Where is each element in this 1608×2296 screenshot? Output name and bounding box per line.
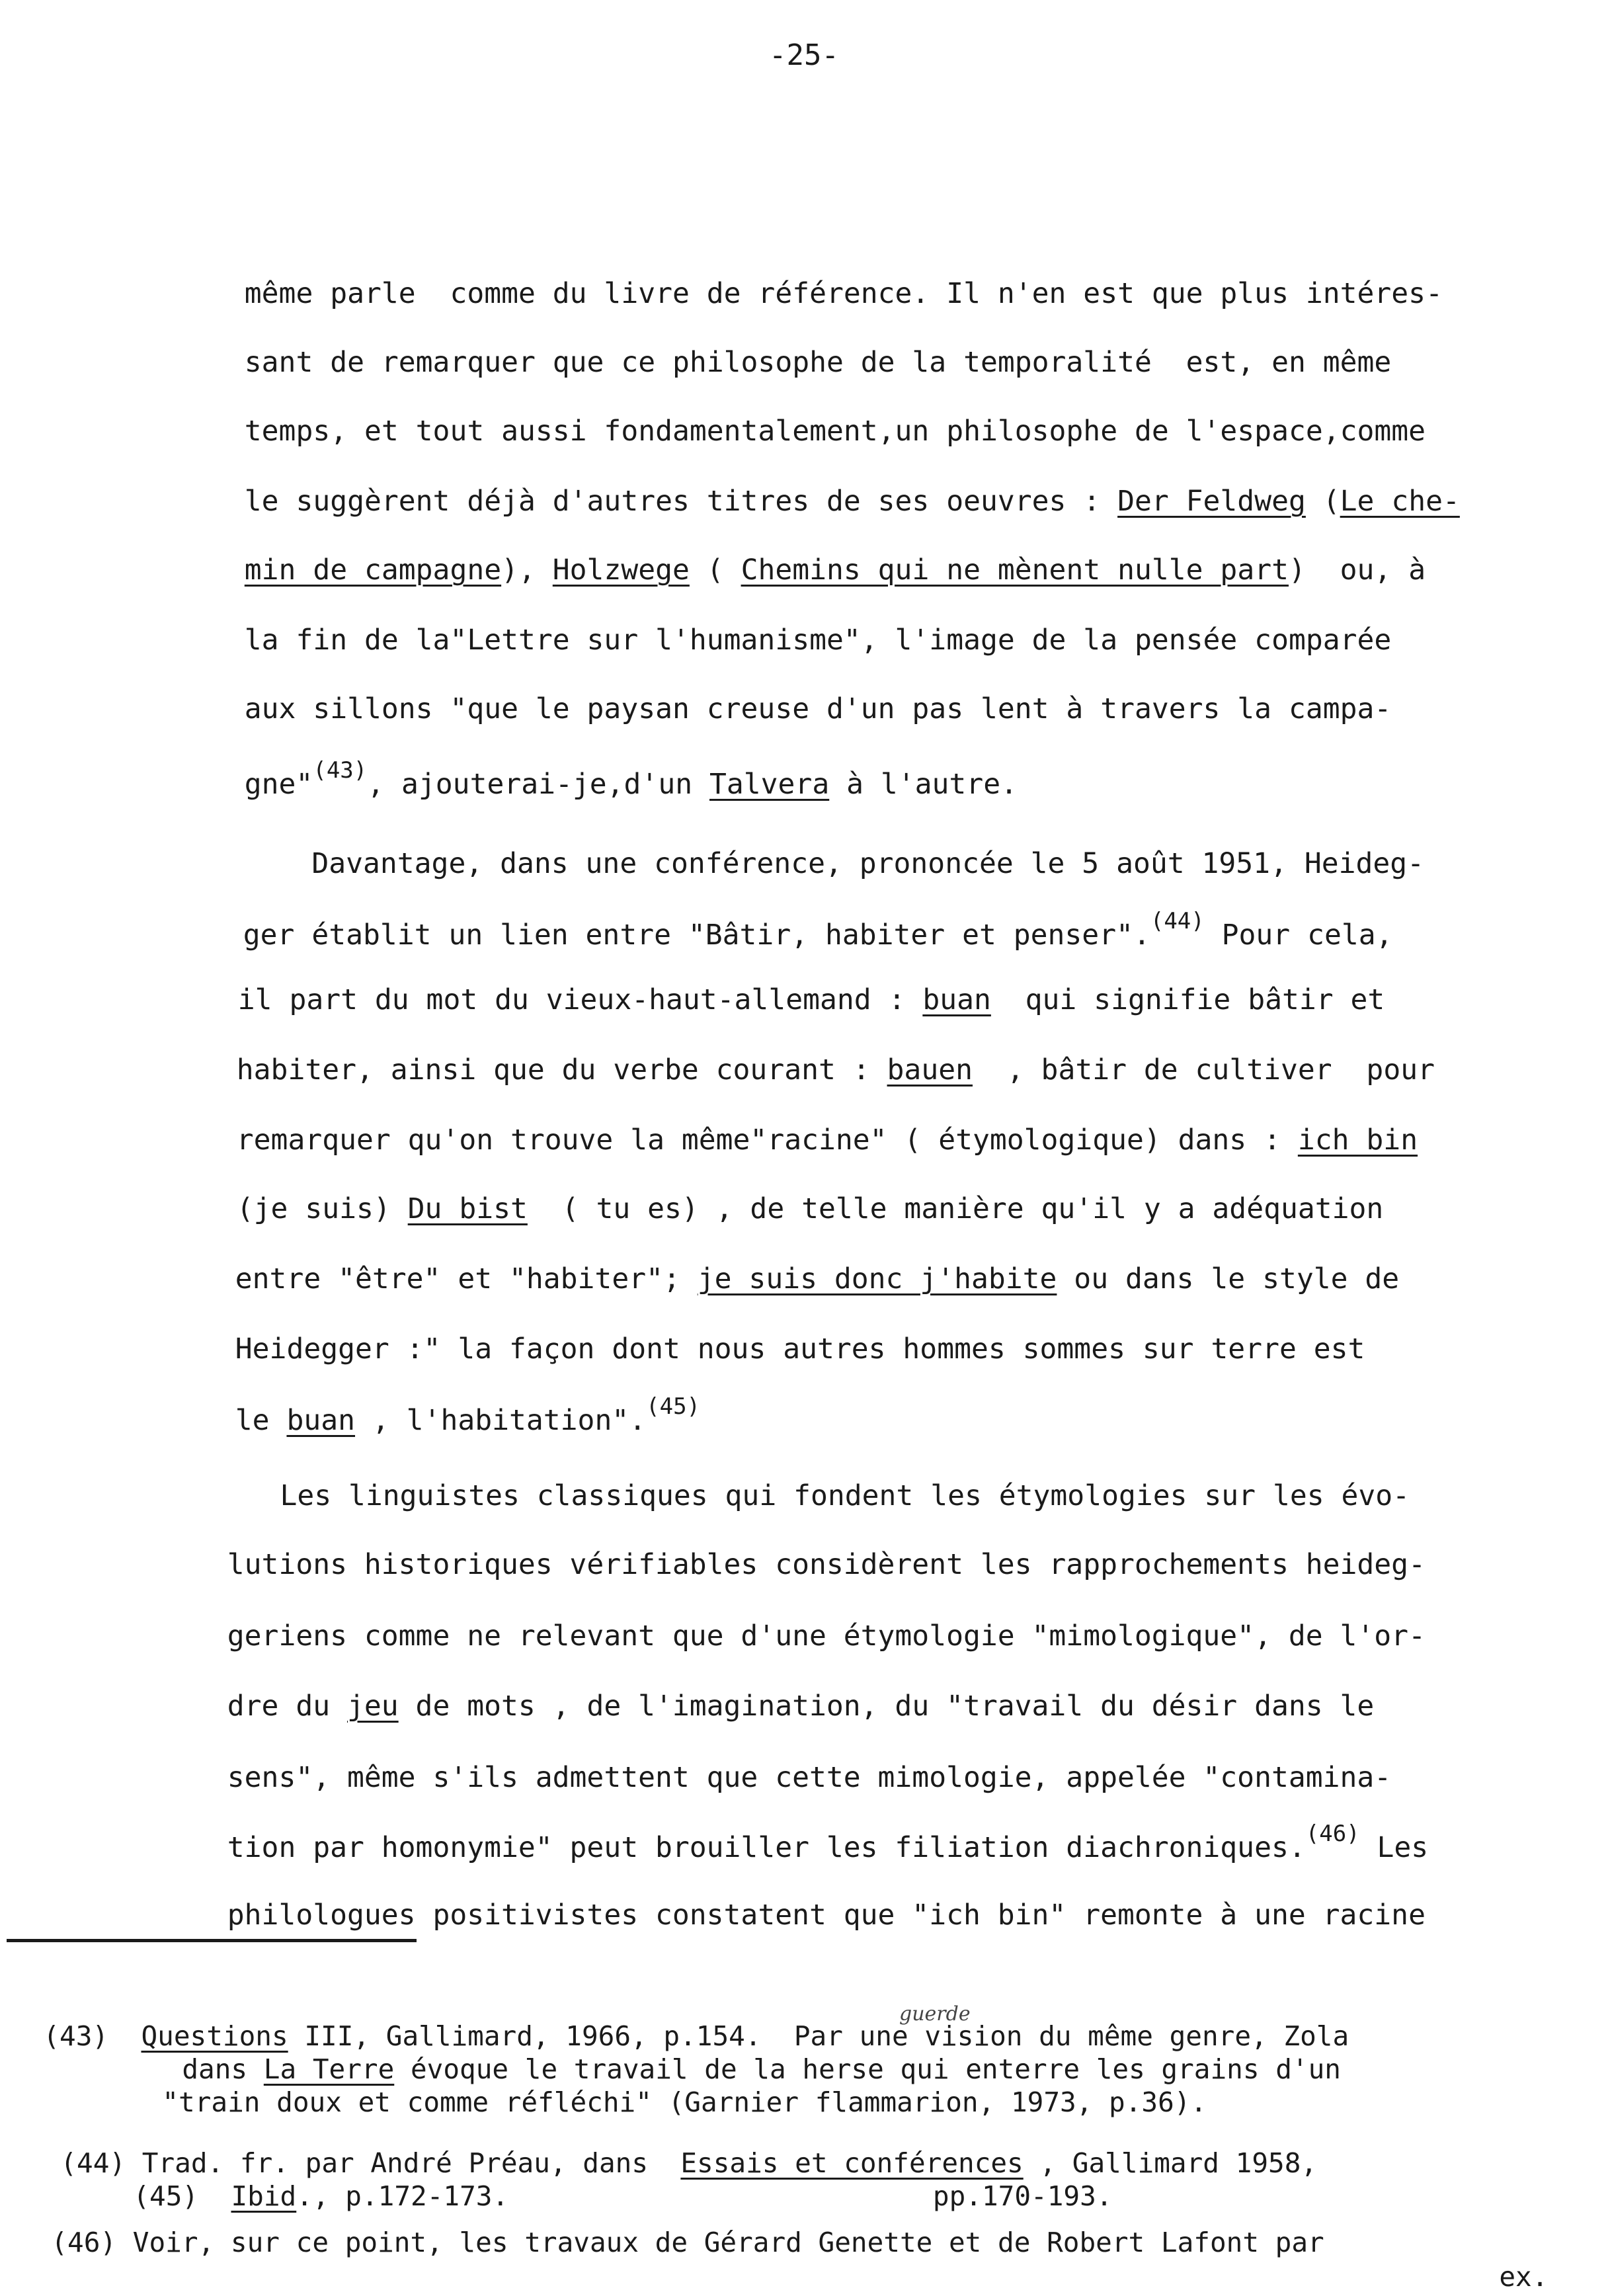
text-line: temps, et tout aussi fondamentalement,un philosophe de l'espace,comme: [244, 415, 1426, 448]
title-questions: Questions: [141, 2020, 288, 2052]
word-talvera: Talvera: [709, 768, 830, 801]
word-du-bist: Du bist: [407, 1192, 528, 1225]
title-essais: Essais et conférences: [680, 2147, 1024, 2179]
text-line: la fin de la"Lettre sur l'humanisme", l'image de la pensée comparée: [244, 624, 1392, 657]
text-line: Heidegger :" la façon dont nous autres hommes sommes sur terre est: [235, 1332, 1365, 1366]
text-line: habiter, ainsi que du verbe courant : bauen , bâtir de cultiver pour: [236, 1053, 1435, 1086]
text-line: tion par homonymie" peut brouiller les filiation diachroniques.$^{(46)}$ Les: [227, 1821, 1429, 1864]
text-line: min de campagne), Holzwege ( Chemins qui ne mènent nulle part) ou, à: [244, 554, 1426, 587]
footnote-ref-43: (43): [313, 757, 368, 784]
handwritten-note: guerde: [899, 2002, 971, 2026]
footnote-46: (46) Voir, sur ce point, les travaux de Gérard Genette et de Robert Lafont par: [51, 2227, 1324, 2258]
text-line: le buan , l'habitation".$^{(45)}$: [235, 1393, 701, 1437]
text-line: geriens comme ne relevant que d'une étymologie "mimologique", de l'or-: [227, 1620, 1426, 1653]
text-line: remarquer qu'on trouve la même"racine" ( étymologique) dans : ich bin: [236, 1124, 1418, 1157]
word-jeu: jeu: [347, 1690, 399, 1723]
text-line: lutions historiques vérifiables considèrent les rapprochements heideg-: [227, 1548, 1426, 1581]
text-line: dre du jeu de mots , de l'imagination, du "travail du désir dans le: [227, 1690, 1375, 1723]
footnote-45: (45) Ibid., p.172-173. pp.170-193.: [133, 2180, 1113, 2212]
phrase-je-suis-donc: je suis donc j'habite: [697, 1262, 1057, 1295]
page-number: -25-: [769, 38, 839, 72]
text-line: il part du mot du vieux-haut-allemand : buan qui signifie bâtir et: [237, 983, 1385, 1016]
footnote-43-cont: dans La Terre évoque le travail de la herse qui enterre les grains d'un: [182, 2053, 1341, 2085]
title-le-chemin: Le che-: [1340, 485, 1460, 518]
text-line: aux sillons "que le paysan creuse d'un pas lent à travers la campa-: [244, 692, 1392, 725]
footnote-43-cont: "train doux et comme réfléchi" (Garnier flammarion, 1973, p.36).: [162, 2086, 1207, 2118]
text-line: sant de remarquer que ce philosophe de la temporalité est, en même: [244, 346, 1392, 379]
footnote-separator: [7, 1939, 417, 1942]
footnote-ref-46: (46): [1305, 1821, 1360, 1847]
title-chemins: Chemins qui ne mènent nulle part: [741, 554, 1289, 587]
title-holzwege: Holzwege: [552, 554, 690, 587]
word-buan: buan: [286, 1404, 356, 1437]
footnote-46-cont: ex.: [1499, 2261, 1548, 2293]
text-line: Les linguistes classiques qui fondent les étymologies sur les évo-: [228, 1479, 1410, 1512]
text-line: le suggèrent déjà d'autres titres de ses oeuvres : Der Feldweg (Le che-: [244, 485, 1460, 518]
text-line: philologues positivistes constatent que "ich bin" remonte à une racine: [227, 1899, 1426, 1932]
text-line: sens", même s'ils admettent que cette mimologie, appelée "contamina-: [227, 1761, 1392, 1794]
word-ich-bin: ich bin: [1297, 1124, 1418, 1157]
word-ibid: Ibid: [231, 2180, 297, 2212]
title-der-feldweg: Der Feldweg: [1117, 485, 1306, 518]
footnote-ref-44: (44): [1150, 908, 1205, 934]
text-line: (je suis) Du bist ( tu es) , de telle manière qu'il y a adéquation: [236, 1192, 1384, 1225]
text-line: même parle comme du livre de référence. Il n'en est que plus intéres-: [244, 277, 1443, 310]
footnote-44: (44) Trad. fr. par André Préau, dans Essais et conférences , Gallimard 1958,: [60, 2147, 1318, 2179]
footnote-43: (43) Questions III, Gallimard, 1966, p.154. Par une vision du même genre, Zola: [43, 2020, 1349, 2052]
text-line: gne"$^{(43)}$, ajouterai-je,d'un Talvera à l'autre.: [244, 757, 1018, 801]
text-line: entre "être" et "habiter"; je suis donc j'habite ou dans le style de: [235, 1262, 1400, 1295]
footnote-ref-45: (45): [646, 1393, 701, 1420]
text-line: Davantage, dans une conférence, prononcée le 5 août 1951, Heideg-: [243, 847, 1425, 880]
text-line: ger établit un lien entre "Bâtir, habiter et penser".$^{(44)}$ Pour cela,: [243, 908, 1393, 952]
title-la-terre: La Terre: [263, 2053, 395, 2085]
word-buan: buan: [922, 983, 991, 1016]
word-bauen: bauen: [887, 1053, 973, 1086]
